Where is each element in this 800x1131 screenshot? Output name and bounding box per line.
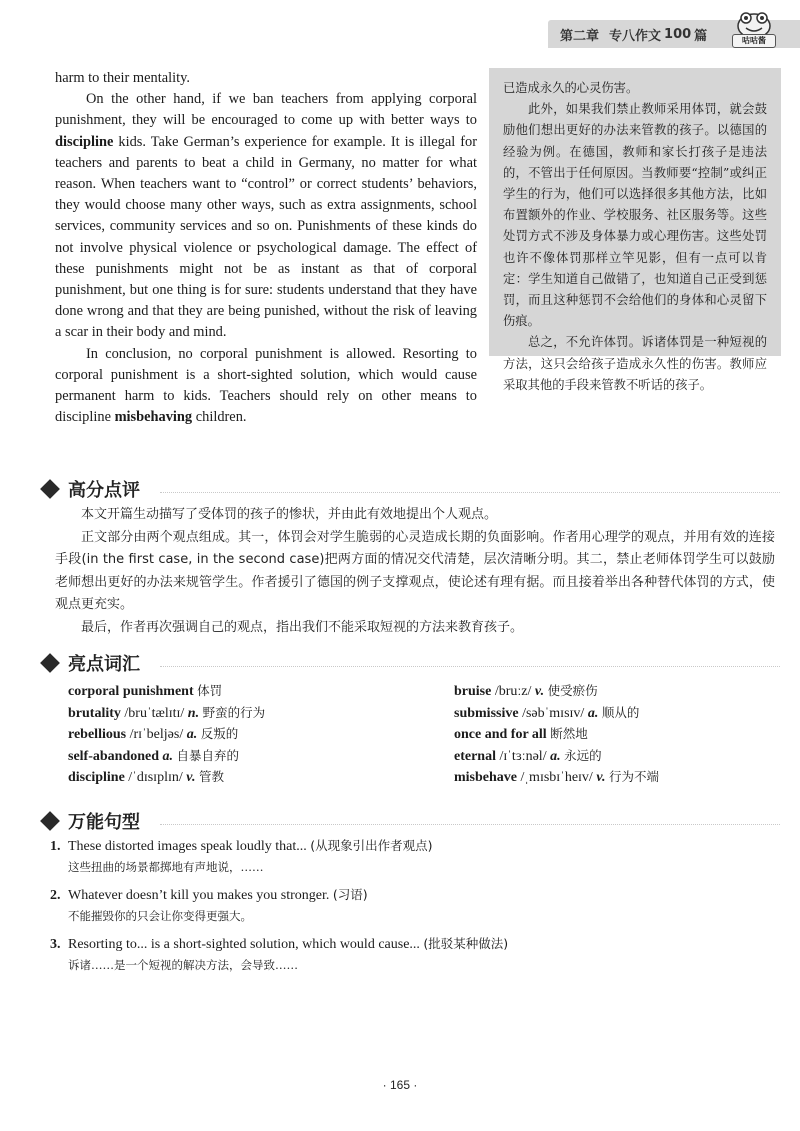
sentence-note: (从现象引出作者观点) xyxy=(310,838,433,853)
logo-badge: 咕咕酱 xyxy=(732,34,776,48)
translation-paragraph: 此外，如果我们禁止教师采用体罚，就会鼓励他们想出更好的办法来管教的孩子。以德国的经验为例。在德国，教师和家长打孩子是违法的，不管出于任何原因。当教师要“控制”或纠正学生的行为，他们可以选择很多其他方法，比如布置额外的作业、学校服务、社区服务等。这些处罚方式不涉及身体暴力或心理伤害。这些处罚也许不像体罚那样立竿见影，但有一点可以肯定：学生知道自己做错了，也知道自己正受到惩罚，而且这种惩罚不会给他们的身体和心灵留下伤痕。 xyxy=(503,102,767,329)
vocab-row xyxy=(68,680,768,702)
vocab-entry xyxy=(68,766,454,788)
sentence-text: These distorted images speak loudly that... xyxy=(68,839,307,854)
vocab-phonetic: /rɪˈbeljəs/ xyxy=(129,727,184,743)
review-paragraph: 最后，作者再次强调自己的观点，指出我们不能采取短视的方法来教育孩子。 xyxy=(81,619,524,635)
vocab-meaning: 行为不端 xyxy=(609,769,660,785)
vocab-word: rebellious xyxy=(68,727,127,743)
sentence-chinese: 诉诸……是一个短视的解决方法，会导致…… xyxy=(68,958,298,972)
vocab-pos: a. xyxy=(587,705,599,721)
sentence-chinese: 不能摧毁你的只会让你变得更强大。 xyxy=(68,909,252,923)
sentence-number: 1. xyxy=(50,839,61,854)
vocab-word: self-abandoned xyxy=(68,748,160,764)
vocab-phonetic: /bruːz/ xyxy=(494,684,532,699)
diamond-bullet-icon xyxy=(40,811,60,831)
sentence-chinese: 这些扭曲的场景都掷地有声地说，…… xyxy=(68,860,264,874)
vocab-word: eternal xyxy=(454,748,496,764)
vocab-entry xyxy=(454,702,768,724)
vocab-meaning: 野蛮的行为 xyxy=(202,704,266,720)
review-paragraph: 正文部分由两个观点组成。其一，体罚会对学生脆弱的心灵造成长期的负面影响。作者用心理学的观点，并用有效的连接手段(in the first case, in the second case)把两方面的情况交代清楚，层次清晰分明。其二，禁止老师体罚学生可以鼓励老师想出更好的办法来规管学生。作者援引了德国的例子支撑观点，使论述有理有据。而且接着举出各种替代体罚的方式，使观点更充实。 xyxy=(55,529,775,612)
vocab-entry xyxy=(68,723,454,745)
divider xyxy=(160,666,780,667)
sentence-number: 3. xyxy=(50,937,61,952)
sentence-english xyxy=(50,836,770,857)
vocab-phonetic: /ˌmɪsbɪˈheɪv/ xyxy=(520,770,593,786)
vocab-pos: a. xyxy=(186,727,198,743)
essay-column xyxy=(55,68,477,428)
sentence-note: (批驳某种做法) xyxy=(423,936,509,951)
vocab-pos: a. xyxy=(550,748,561,764)
vocab-row xyxy=(68,723,768,745)
vocab-phonetic: /bruˈtælɪtɪ/ xyxy=(124,705,185,721)
essay-paragraph: In conclusion, no corporal punishment is allowed. Resorting to corporal punishment is a short-sighted solution, which would cause permanent harm to kids. Teachers should rely on other means to discipline misbehaving children. xyxy=(55,345,477,426)
essay-paragraph: On the other hand, if we ban teachers from applying corporal punishment, they will be encouraged to come up with better ways to discipline kids. Take German’s experience for example. It is illegal for teachers and parents to beat a child in Germany, no matter for what reason. When teachers want to “control” or correct students’ behaviors, they would choose many other ways, such as extra assignments, school services, community services and so on. Punishments of these kinds do not involve physical violence or psychological damage. The effect of these punishments might not be as instant as that of corporal punishment, but one thing is for sure: students understand that they have done wrong and that they are being punished, without the risk of leaving a scar in their body and mind. xyxy=(55,91,477,341)
vocab-pos: v. xyxy=(596,770,606,786)
sentence-text: Whatever doesn’t kill you makes you stronger. xyxy=(68,888,330,903)
cartoon-logo xyxy=(726,10,782,48)
vocab-entry xyxy=(68,745,454,767)
vocab-word: once and for all xyxy=(454,727,547,743)
vocab-row xyxy=(68,745,768,767)
diamond-bullet-icon xyxy=(40,653,60,673)
sentence-note: (习语) xyxy=(332,887,368,902)
sentence-item xyxy=(50,934,770,975)
section-heading-sentences: 万能句型 xyxy=(40,808,140,834)
essay-paragraph: harm to their mentality. xyxy=(55,70,190,86)
vocab-meaning: 断然地 xyxy=(550,726,588,742)
book-title: 专八作文 xyxy=(609,28,662,44)
sentence-text: Resorting to... is a short-sighted solution, which would cause... xyxy=(68,937,420,952)
section-heading-vocab: 亮点词汇 xyxy=(40,650,140,676)
vocab-entry xyxy=(454,680,768,702)
vocab-phonetic: /səbˈmɪsɪv/ xyxy=(522,705,585,721)
divider xyxy=(160,824,780,825)
vocab-pos: a. xyxy=(162,748,174,764)
vocab-pos: v. xyxy=(186,770,196,786)
vocab-pos: v. xyxy=(534,684,545,699)
vocab-meaning: 永远的 xyxy=(564,747,602,763)
vocab-meaning: 管教 xyxy=(198,769,224,785)
sentence-patterns xyxy=(50,836,770,983)
vocab-meaning: 自暴自弃的 xyxy=(176,747,240,763)
vocab-meaning: 反叛的 xyxy=(200,726,239,742)
sentence-english xyxy=(50,934,770,955)
diamond-bullet-icon xyxy=(40,479,60,499)
vocab-phonetic: /ˈdɪsɪplɪn/ xyxy=(128,770,183,786)
vocab-word: brutality xyxy=(68,705,121,721)
translation-box xyxy=(489,68,781,392)
vocab-meaning: 使受瘀伤 xyxy=(547,683,598,698)
translation-paragraph: 总之，不允许体罚。诉诸体罚是一种短视的方法，这只会给孩子造成永久性的伤害。教师应采取其他的手段来管教不听话的孩子。 xyxy=(503,335,767,392)
vocab-entry xyxy=(68,680,454,702)
review-paragraph: 本文开篇生动描写了受体罚的孩子的惨状，并由此有效地提出个人观点。 xyxy=(81,507,498,522)
review-text xyxy=(55,504,775,639)
vocab-word: discipline xyxy=(68,770,125,786)
vocab-list xyxy=(68,680,768,788)
vocab-word: submissive xyxy=(454,705,519,721)
vocab-pos: n. xyxy=(187,705,200,721)
vocab-phonetic: /ɪˈtɜːnəl/ xyxy=(499,748,547,764)
section-heading-review: 高分点评 xyxy=(40,476,140,502)
sentence-number: 2. xyxy=(50,888,61,903)
vocab-meaning: 顺从的 xyxy=(601,704,640,720)
vocab-meaning: 体罚 xyxy=(197,683,223,698)
translation-paragraph: 已造成永久的心灵伤害。 xyxy=(503,81,639,95)
vocab-row xyxy=(68,702,768,724)
vocab-word: misbehave xyxy=(454,770,517,786)
sentence-item xyxy=(50,885,770,926)
chapter-label: 第二章 xyxy=(560,28,600,44)
sentence-item xyxy=(50,836,770,877)
vocab-entry xyxy=(454,745,768,767)
vocab-entry xyxy=(454,766,768,788)
sentence-english xyxy=(50,885,770,906)
vocab-entry xyxy=(454,723,768,745)
vocab-row xyxy=(68,766,768,788)
book-count: 100 xyxy=(664,26,692,42)
vocab-entry xyxy=(68,702,454,724)
book-unit: 篇 xyxy=(694,28,708,44)
vocab-word: corporal punishment xyxy=(68,684,194,699)
divider xyxy=(160,492,780,493)
vocab-word: bruise xyxy=(454,684,492,699)
page-number: · 165 · xyxy=(382,1078,418,1092)
